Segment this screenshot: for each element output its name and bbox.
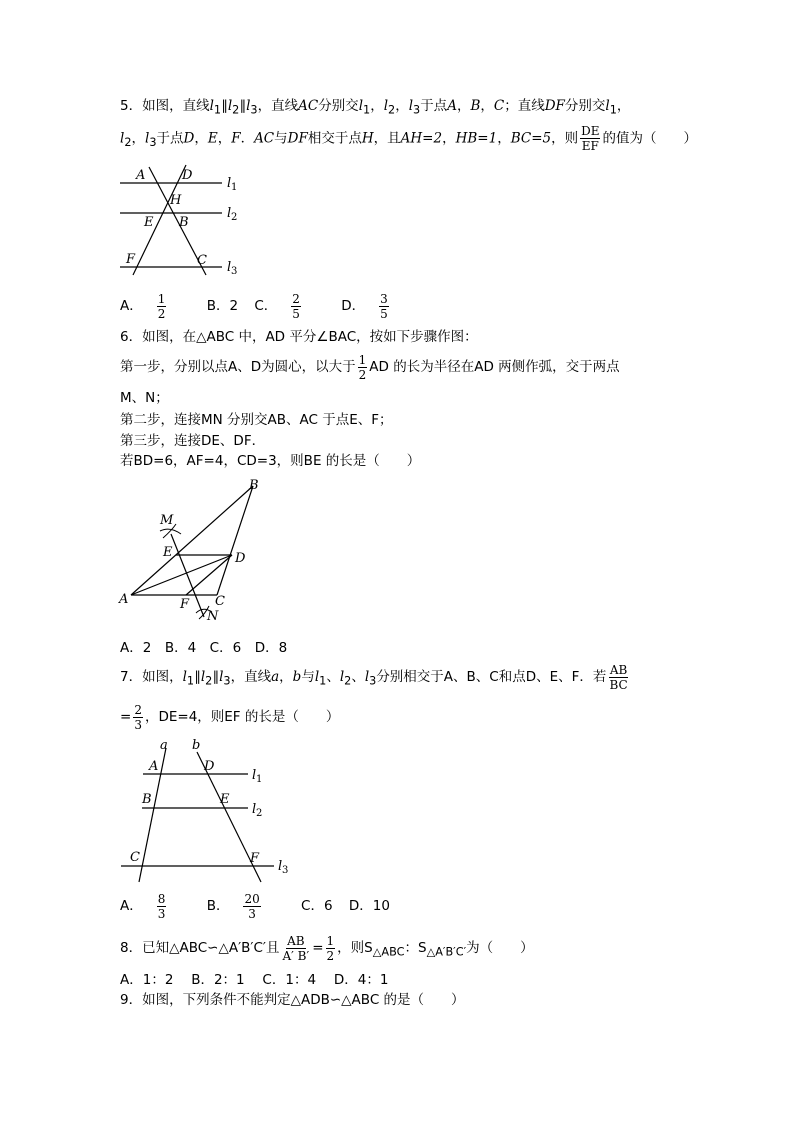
label-l1: l [252,768,257,783]
text: l [408,98,414,114]
label-l2-sub: 2 [256,808,263,819]
label-c: C [215,594,225,609]
text: ，直线 [257,98,299,114]
text: A． [120,898,143,914]
text: 1 [326,933,335,948]
q5-figure [110,160,250,280]
label-m: M [160,513,174,528]
text: AC [298,98,319,114]
q7-option-a[interactable] [120,891,190,921]
label-b: B [142,792,152,807]
text: 2 [205,674,213,688]
text: 2 [292,291,300,306]
text: 分别交 [318,98,359,114]
text: l [120,130,125,147]
q5-line-2: $l_2$，$l_3$于点D，E，F．AC与DF相交于点H，且AH=2，HB=1，BC=5，则 $\frac{DE}{EF}$ 的值为（ ） [120,124,697,153]
text: l [314,669,320,685]
label-h: H [170,193,182,208]
label-l3: l [278,859,283,874]
text: ，且 [373,130,401,147]
fraction [379,292,401,321]
q5-option-c[interactable] [254,291,325,321]
text: A [447,98,457,114]
text: 相交于点 [307,130,362,147]
text: AB [287,933,305,948]
text: 2 [326,948,335,963]
text: 5 [292,306,300,321]
label-l3: l [227,260,232,275]
label-f: F [250,851,260,866]
text: 3 [223,674,231,688]
text: ∥ [212,669,220,685]
text: 2 [358,367,367,382]
label-d: D [204,759,215,774]
q5-option-a[interactable] [120,291,190,321]
label-a-line: a [160,738,168,753]
text: BC [609,677,628,692]
q7-line-1: 7．如图，$l_1\parallel l_2\parallel l_3$，直线a，b与$l_1$、$l_2$、$l_3$分别相交于A、B、C和点D、E、F．若 $\frac{AB}{BC}$ [120,662,628,692]
text: ，DE=4，则EF 的长是（ ） [144,709,340,725]
q7-line-2 [120,701,339,733]
q7-option-b[interactable] [206,891,285,921]
text: DF [544,98,565,114]
label-d: D [235,551,246,566]
text: BC=5 [510,130,552,147]
text: b [292,669,302,685]
text: 3 [134,717,142,732]
text: B [470,98,481,114]
text: ∥ [221,98,228,114]
text: 于点 [420,98,448,114]
text: 1 [213,103,222,117]
text: △ABC [372,945,405,959]
text: A． [120,298,143,314]
fraction-de-ef [580,124,600,153]
text: AC [254,130,275,147]
text: 为（ ） [466,940,534,956]
text: 2 [124,136,132,150]
label-l2: l [227,206,232,221]
text: 3 [250,103,258,117]
text: l [200,669,206,685]
label-l1: l [227,176,232,191]
text: 2 [232,103,240,117]
q6-line-5: 第三步，连接DE、DF． [120,433,266,449]
q6-figure [110,475,270,625]
q5-option-b[interactable]: B．2 [206,298,239,314]
text: ：S [404,940,427,956]
text: 第一步，分别以点A、D为圆心，以大于 [120,359,356,375]
text: l [182,669,187,685]
text: l [219,669,224,685]
text: 3 [248,906,256,921]
label-e: E [144,215,154,230]
arc-m [160,529,181,534]
text: 2 [344,674,352,688]
label-b-line: b [192,738,201,753]
text: F [231,130,241,147]
text: DE [581,124,600,138]
text: l [145,130,150,147]
q7-option-c[interactable]: C．6 [301,898,333,914]
q6-line-3: M、N； [120,390,169,406]
text: C． [254,298,278,314]
text: 于点 [156,130,184,147]
text: 8 [157,891,166,906]
text: 3 [157,906,166,921]
q6-line-6: 若BD=6，AF=4，CD=3，则BE 的长是（ ） [120,453,421,469]
fraction [157,892,179,921]
label-f: F [180,597,190,612]
text: AH=2 [400,130,443,147]
text: 1 [358,352,367,367]
q8-options[interactable]: A．1：2 B．2：1 C．1：4 D．4：1 [120,972,389,988]
text: = [312,940,324,956]
text: △A′B′C′ [426,945,467,959]
label-d: D [182,168,193,183]
label-f: F [126,252,136,267]
text: 3 [380,291,388,306]
label-e: E [220,792,230,807]
text: 3 [413,103,421,117]
label-c: C [130,850,140,865]
text: D． [341,298,366,314]
q6-line-2 [120,352,620,382]
text: ，直线 [230,669,272,685]
q6-line-1: 6．如图，在△ABC 中，AD 平分∠BAC，按如下步骤作图： [120,329,478,345]
text: 与 [274,130,288,147]
text: l [358,98,364,114]
text: 1 [157,291,166,306]
label-b: B [179,215,189,230]
text: ∥ [239,98,247,114]
label-l3-sub: 3 [282,865,289,876]
text: a [271,669,280,685]
fraction-ab-a1b1 [281,934,310,963]
text: DF [287,130,308,147]
text: l [227,98,233,114]
label-l1-sub: 1 [256,774,263,785]
q9-line-1: 9．如图，下列条件不能判定△ADB∽△ABC 的是（ ） [120,992,465,1008]
label-b: B [249,478,259,493]
label-l2: l [252,802,257,817]
fraction [157,292,179,321]
text: 的值为（ ） [602,130,697,147]
text: A′ B′ [282,948,310,963]
fraction-half [326,934,336,963]
text: l [209,98,214,114]
fraction-half [358,353,368,382]
q7-options [120,890,402,922]
q7-figure [110,735,300,885]
label-c: C [197,253,207,268]
text: 1 [186,674,195,688]
text: 20 [244,891,260,906]
text: 、 [351,669,365,685]
text: 3 [149,136,157,150]
text: B． [206,898,230,914]
text: D [183,130,195,147]
text: HB=1 [455,130,498,147]
text: ∥ [194,669,201,685]
text: ，则 [551,130,579,147]
text: 1 [363,103,371,117]
fraction [243,892,272,921]
text: ，则S [337,940,373,956]
text: l [364,669,370,685]
text: C [493,98,505,114]
label-l2-sub: 2 [231,212,238,223]
q5-options [120,290,425,322]
q5-option-d[interactable] [341,291,413,321]
text: 分别交 [564,98,606,114]
text: AD 的长为半径在AD 两侧作弧，交于两点 [369,359,620,375]
text: ；直线 [504,98,545,114]
text: l [605,98,610,114]
text: l [383,98,389,114]
label-a: A [119,592,129,607]
label-a: A [136,168,146,183]
fraction-ab-bc [608,663,628,692]
fraction-two-thirds [133,703,143,732]
label-e: E [163,545,173,560]
text: H [361,130,374,147]
label-a: A [149,759,159,774]
q6-line-4: 第二步，连接MN 分别交AB、AC 于点E、F； [120,412,393,428]
text: 8．已知△ABC∽△A′B′C′且 [120,940,280,956]
text: 分别相交于A、B、C和点D、E、F．若 [376,669,607,685]
text: 1 [319,674,327,688]
text: l [339,669,345,685]
text: 、 [326,669,340,685]
text: EF [581,139,599,153]
q5-line-1: 5．如图，直线$l_1\parallel l_2\parallel l_3$，直线AC分别交$l_1$，$l_2$，$l_3$于点A，B，C；直线DF分别交$l_1$， [120,98,631,117]
text: = [120,709,132,725]
text: 5 [380,306,388,321]
text: E [207,130,218,147]
text: 3 [369,674,377,688]
text: 2 [134,702,142,717]
text: l [246,98,251,114]
fraction [291,292,313,321]
text: 7．如图， [120,669,183,685]
text: 1 [609,103,617,117]
q6-options[interactable]: A．2 B．4 C．6 D．8 [120,640,288,656]
text: 与 [301,669,315,685]
q7-option-d[interactable]: D．10 [348,898,390,914]
text: 2 [157,306,166,321]
text: AB [609,662,628,677]
q8-line-1 [120,932,534,969]
text: 5．如图，直线 [120,98,210,114]
label-n: N [207,609,219,624]
text: 2 [388,103,396,117]
label-l3-sub: 3 [231,266,238,277]
label-l1-sub: 1 [231,182,238,193]
